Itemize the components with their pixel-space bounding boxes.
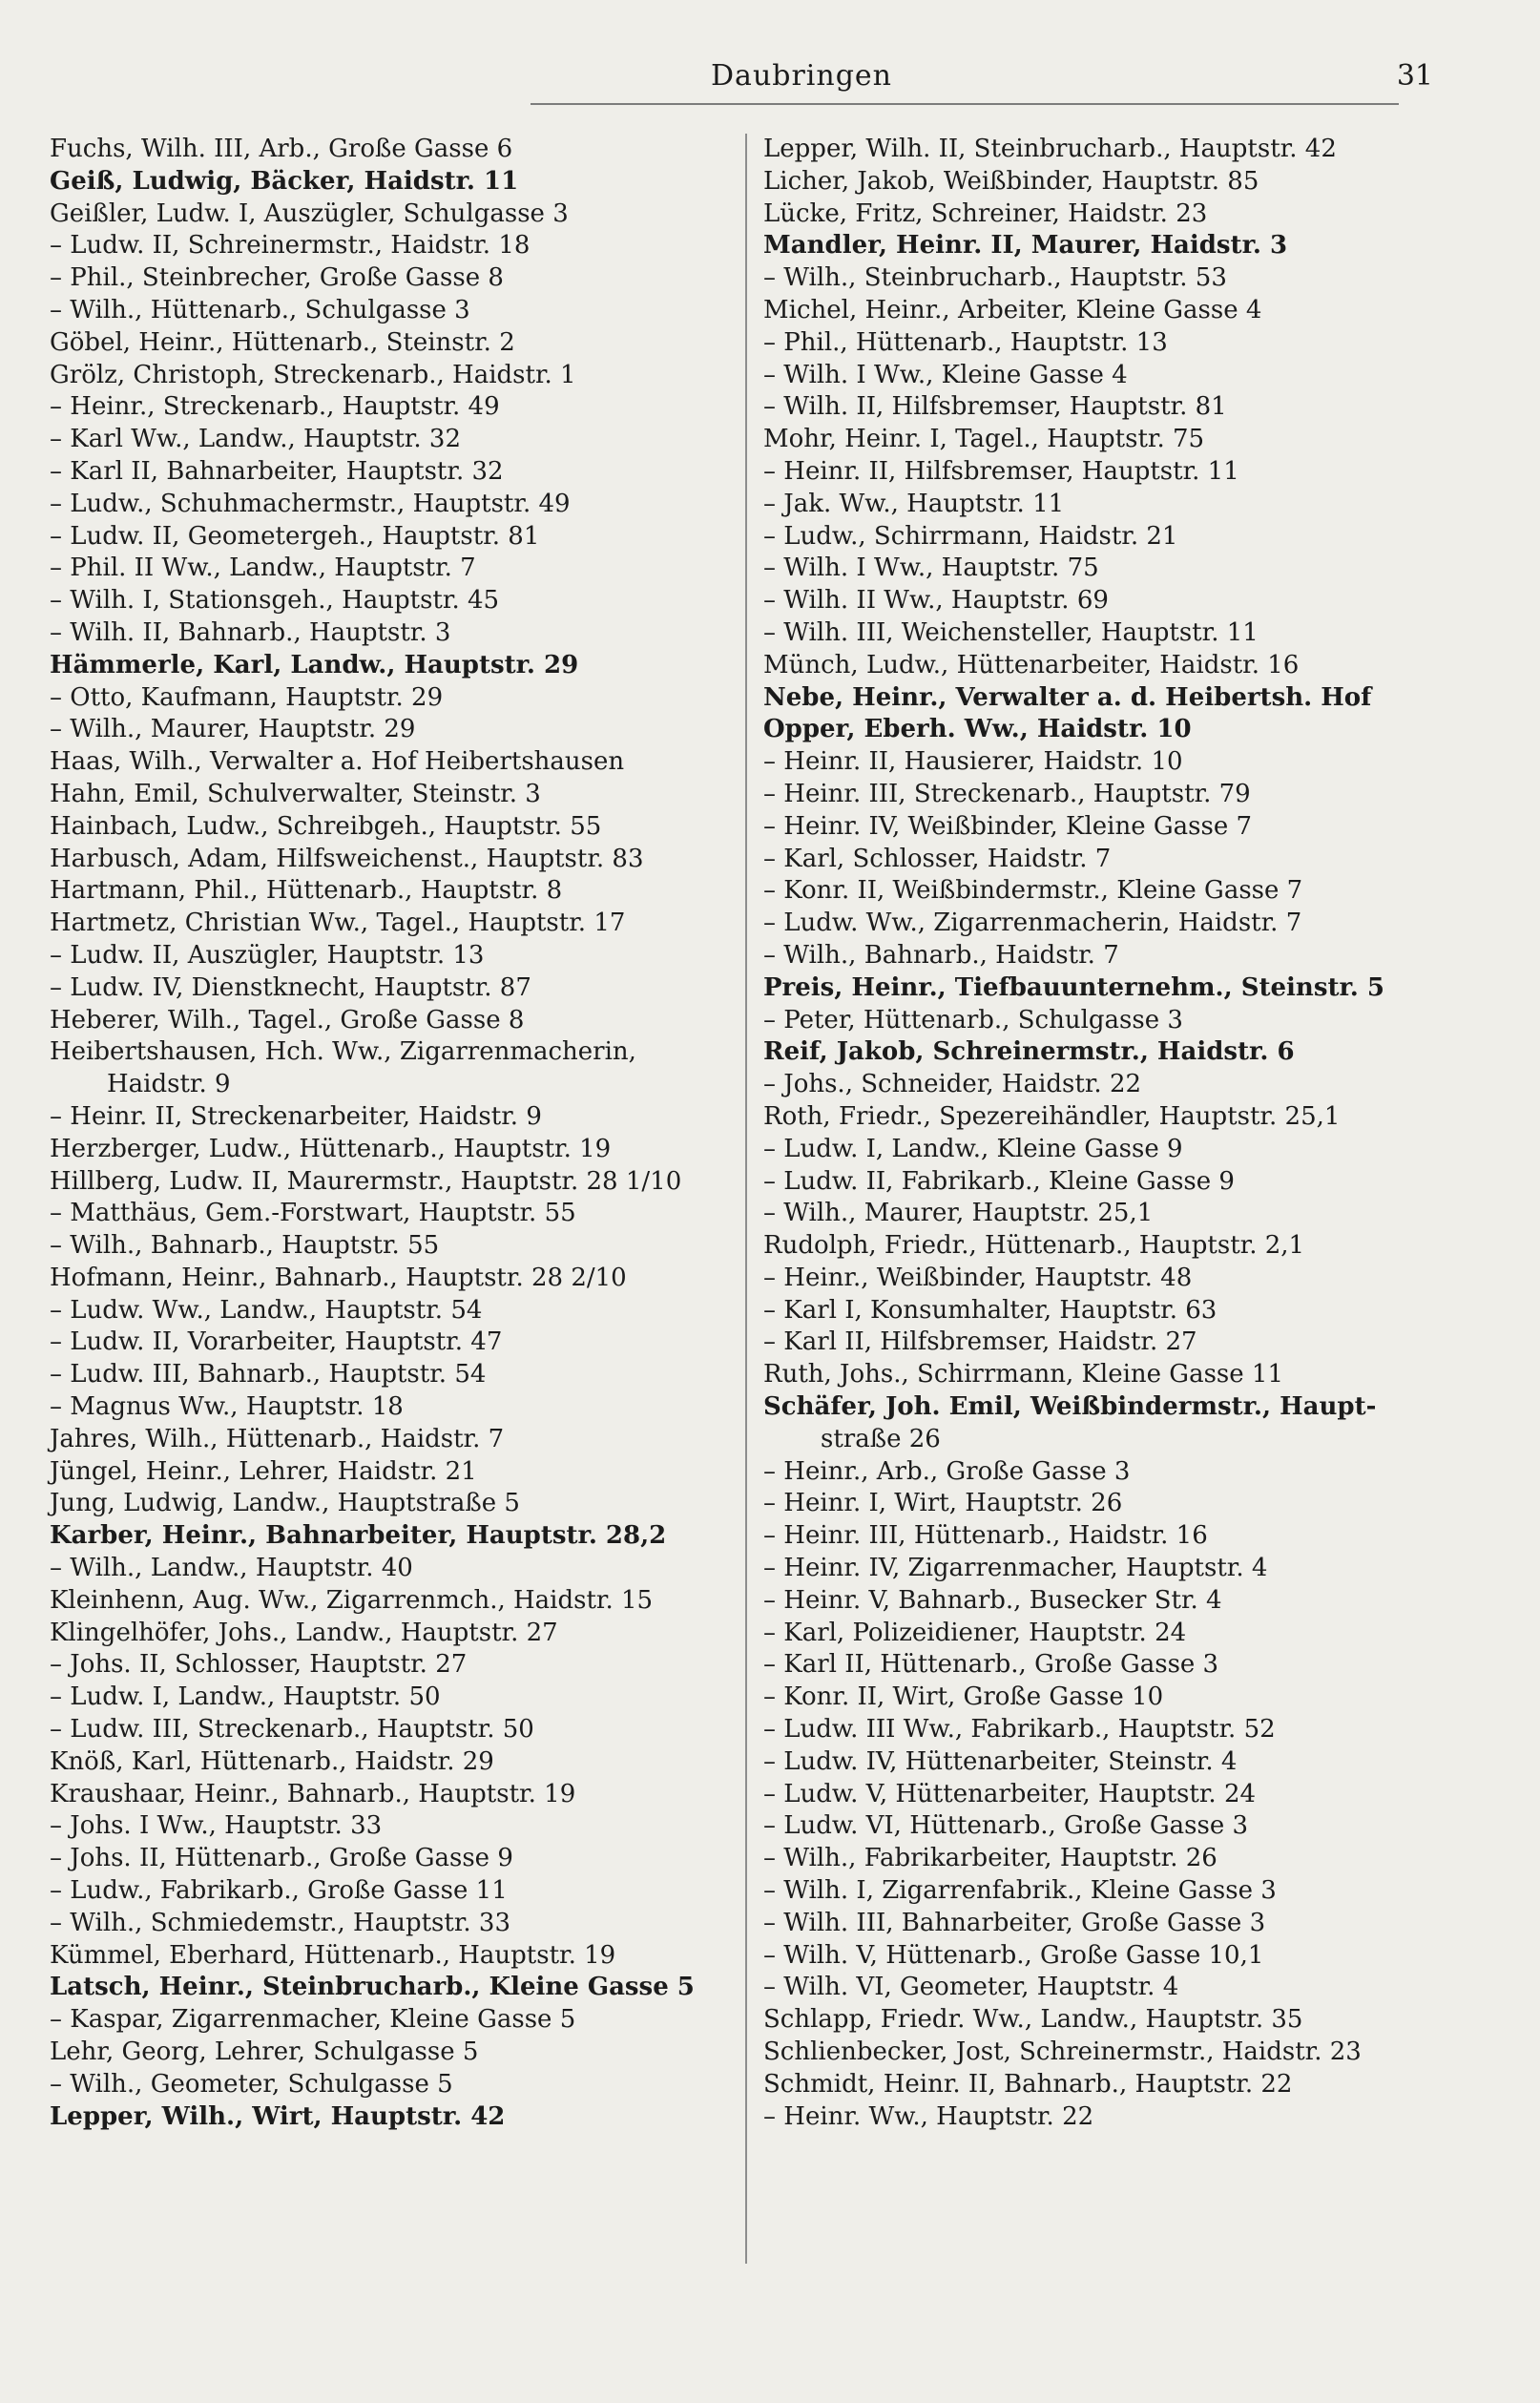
directory-entry: Hartmetz, Christian Ww., Tagel., Hauptstr. 17 bbox=[50, 909, 626, 938]
directory-entry: Lepper, Wilh. II, Steinbrucharb., Hauptstr. 42 bbox=[763, 135, 1337, 163]
directory-entry: Knöß, Karl, Hüttenarb., Haidstr. 29 bbox=[50, 1746, 494, 1776]
directory-entry: – Ludw. I, Landw., Kleine Gasse 9 bbox=[763, 1134, 1183, 1163]
directory-entry: – Heinr., Arb., Große Gasse 3 bbox=[763, 1456, 1131, 1486]
directory-entry: Karber, Heinr., Bahnarbeiter, Hauptstr. 28,2 bbox=[50, 1521, 667, 1551]
directory-entry: Preis, Heinr., Tiefbauunternehm., Steinstr. 5 bbox=[763, 972, 1384, 1002]
directory-entry: – Heinr. II, Hausierer, Haidstr. 10 bbox=[763, 747, 1183, 777]
directory-entry: – Ludw. II, Fabrikarb., Kleine Gasse 9 bbox=[763, 1166, 1235, 1196]
directory-entry: Hillberg, Ludw. II, Maurermstr., Hauptstr. 28 1/10 bbox=[50, 1166, 682, 1196]
directory-entry: Nebe, Heinr., Verwalter a. d. Heibertsh. Hof bbox=[763, 682, 1372, 712]
directory-entry: – Kaspar, Zigarrenmacher, Kleine Gasse 5 bbox=[50, 2005, 576, 2035]
directory-entry: – Ludw. III Ww., Fabrikarb., Hauptstr. 52 bbox=[763, 1715, 1276, 1745]
directory-entry: Hämmerle, Karl, Landw., Hauptstr. 29 bbox=[50, 650, 579, 679]
page-title: Daubringen bbox=[711, 59, 892, 93]
directory-entry: – Wilh. III, Bahnarbeiter, Große Gasse 3 bbox=[763, 1908, 1266, 1937]
left-column bbox=[50, 134, 770, 2133]
directory-entry: Hartmann, Phil., Hüttenarb., Hauptstr. 8 bbox=[50, 876, 563, 906]
directory-entry: Mohr, Heinr. I, Tagel., Hauptstr. 75 bbox=[763, 425, 1205, 454]
directory-entry: Kleinhenn, Aug. Ww., Zigarrenmch., Haidstr. 15 bbox=[50, 1585, 654, 1615]
directory-entry: – Heinr. IV, Zigarrenmacher, Hauptstr. 4 bbox=[763, 1554, 1268, 1583]
directory-entry: – Karl II, Hilfsbremser, Haidstr. 27 bbox=[763, 1327, 1197, 1357]
directory-entry: Göbel, Heinr., Hüttenarb., Steinstr. 2 bbox=[50, 327, 515, 357]
directory-entry: Mandler, Heinr. II, Maurer, Haidstr. 3 bbox=[763, 231, 1288, 261]
directory-entry: – Wilh., Geometer, Schulgasse 5 bbox=[50, 2069, 453, 2099]
directory-entry: straße 26 bbox=[821, 1424, 941, 1453]
directory-entry: – Konr. II, Weißbindermstr., Kleine Gasse 7 bbox=[763, 876, 1303, 906]
page-number: 31 bbox=[1396, 59, 1433, 93]
directory-entry: – Ludw. V, Hüttenarbeiter, Hauptstr. 24 bbox=[763, 1779, 1257, 1808]
directory-entry: Rudolph, Friedr., Hüttenarb., Hauptstr. 2,1 bbox=[763, 1231, 1305, 1261]
column-divider bbox=[745, 134, 747, 2264]
directory-entry: – Karl I, Konsumhalter, Hauptstr. 63 bbox=[763, 1295, 1217, 1325]
directory-entry: – Phil. II Ww., Landw., Hauptstr. 7 bbox=[50, 554, 476, 583]
directory-entry: Geiß, Ludwig, Bäcker, Haidstr. 11 bbox=[50, 166, 519, 196]
directory-entry: Heibertshausen, Hch. Ww., Zigarrenmacherin, bbox=[50, 1037, 636, 1067]
directory-entry: – Wilh., Schmiedemstr., Hauptstr. 33 bbox=[50, 1908, 511, 1937]
directory-entry: – Peter, Hüttenarb., Schulgasse 3 bbox=[763, 1005, 1183, 1034]
right-column bbox=[763, 134, 1488, 2133]
directory-entry: – Wilh., Maurer, Hauptstr. 29 bbox=[50, 715, 416, 744]
directory-entry: – Wilh. VI, Geometer, Hauptstr. 4 bbox=[763, 1973, 1179, 2002]
directory-entry: – Phil., Steinbrecher, Große Gasse 8 bbox=[50, 263, 504, 293]
directory-entry: Michel, Heinr., Arbeiter, Kleine Gasse 4 bbox=[763, 295, 1262, 324]
directory-entry: – Ludw. Ww., Landw., Hauptstr. 54 bbox=[50, 1295, 483, 1325]
directory-entry: – Ludw. I, Landw., Hauptstr. 50 bbox=[50, 1682, 441, 1712]
directory-entry: Fuchs, Wilh. III, Arb., Große Gasse 6 bbox=[50, 135, 513, 163]
directory-entry: Schäfer, Joh. Emil, Weißbindermstr., Haupt- bbox=[763, 1392, 1377, 1422]
directory-entry: Latsch, Heinr., Steinbrucharb., Kleine Gasse 5 bbox=[50, 1973, 695, 2002]
directory-entry: – Magnus Ww., Hauptstr. 18 bbox=[50, 1392, 404, 1422]
directory-entry: – Wilh. V, Hüttenarb., Große Gasse 10,1 bbox=[763, 1940, 1264, 1970]
directory-entry: – Heinr., Weißbinder, Hauptstr. 48 bbox=[763, 1263, 1193, 1292]
directory-entry: Haas, Wilh., Verwalter a. Hof Heibertshausen bbox=[50, 747, 625, 777]
directory-entry: Hainbach, Ludw., Schreibgeh., Hauptstr. 55 bbox=[50, 811, 602, 841]
directory-entry: – Ludw., Fabrikarb., Große Gasse 11 bbox=[50, 1876, 508, 1906]
directory-entry: – Heinr. Ww., Hauptstr. 22 bbox=[763, 2101, 1094, 2131]
directory-entry: – Ludw. III, Streckenarb., Hauptstr. 50 bbox=[50, 1715, 534, 1745]
directory-entry: Licher, Jakob, Weißbinder, Hauptstr. 85 bbox=[763, 166, 1259, 196]
directory-entry: – Ludw. II, Auszügler, Hauptstr. 13 bbox=[50, 940, 485, 970]
directory-entry: Schmidt, Heinr. II, Bahnarb., Hauptstr. 22 bbox=[763, 2069, 1293, 2099]
directory-entry: Lepper, Wilh., Wirt, Hauptstr. 42 bbox=[50, 2101, 506, 2131]
directory-entry: Schlapp, Friedr. Ww., Landw., Hauptstr. 35 bbox=[763, 2005, 1303, 2035]
directory-entry: – Karl Ww., Landw., Hauptstr. 32 bbox=[50, 425, 461, 454]
directory-entry: Grölz, Christoph, Streckenarb., Haidstr. 1 bbox=[50, 360, 576, 389]
page-header bbox=[0, 59, 1540, 107]
directory-entry: Hahn, Emil, Schulverwalter, Steinstr. 3 bbox=[50, 779, 541, 808]
directory-entry: – Wilh. III, Weichensteller, Hauptstr. 11 bbox=[763, 617, 1259, 647]
directory-entry: – Heinr. II, Streckenarbeiter, Haidstr. 9 bbox=[50, 1101, 542, 1131]
directory-entry: Klingelhöfer, Johs., Landw., Hauptstr. 27 bbox=[50, 1618, 558, 1647]
directory-entry: – Ludw. II, Geometergeh., Hauptstr. 81 bbox=[50, 521, 540, 551]
directory-entry: – Karl, Schlosser, Haidstr. 7 bbox=[763, 844, 1112, 873]
directory-entry: – Heinr. III, Streckenarb., Hauptstr. 79 bbox=[763, 779, 1251, 808]
directory-entry: Hofmann, Heinr., Bahnarb., Hauptstr. 28 2/10 bbox=[50, 1263, 627, 1292]
directory-entry: – Johs. II, Schlosser, Hauptstr. 27 bbox=[50, 1650, 468, 1680]
directory-entry: – Heinr. I, Wirt, Hauptstr. 26 bbox=[763, 1489, 1123, 1518]
directory-entry: Haidstr. 9 bbox=[107, 1070, 231, 1099]
directory-entry: – Heinr., Streckenarb., Hauptstr. 49 bbox=[50, 392, 500, 422]
directory-entry: – Konr. II, Wirt, Große Gasse 10 bbox=[763, 1682, 1164, 1712]
directory-entry: Lücke, Fritz, Schreiner, Haidstr. 23 bbox=[763, 199, 1208, 228]
directory-entry: – Wilh. I Ww., Kleine Gasse 4 bbox=[763, 360, 1128, 389]
directory-entry: – Wilh., Fabrikarbeiter, Hauptstr. 26 bbox=[763, 1844, 1217, 1873]
directory-entry: – Wilh. II, Bahnarb., Hauptstr. 3 bbox=[50, 617, 451, 647]
directory-entry: – Wilh. II Ww., Hauptstr. 69 bbox=[763, 586, 1109, 616]
directory-entry: – Heinr. II, Hilfsbremser, Hauptstr. 11 bbox=[763, 456, 1239, 486]
directory-entry: – Wilh., Bahnarb., Hauptstr. 55 bbox=[50, 1231, 440, 1261]
directory-entry: – Ludw. VI, Hüttenarb., Große Gasse 3 bbox=[763, 1811, 1249, 1841]
directory-entry: Kümmel, Eberhard, Hüttenarb., Hauptstr. 19 bbox=[50, 1940, 616, 1970]
directory-entry: – Ludw. II, Schreinermstr., Haidstr. 18 bbox=[50, 231, 531, 261]
directory-entry: – Ludw. IV, Hüttenarbeiter, Steinstr. 4 bbox=[763, 1746, 1238, 1776]
directory-entry: Herzberger, Ludw., Hüttenarb., Hauptstr. 19 bbox=[50, 1134, 612, 1163]
directory-entry: Reif, Jakob, Schreinermstr., Haidstr. 6 bbox=[763, 1037, 1295, 1067]
directory-entry: – Ludw., Schirrmann, Haidstr. 21 bbox=[763, 521, 1178, 551]
directory-entry: – Otto, Kaufmann, Hauptstr. 29 bbox=[50, 682, 444, 712]
directory-entry: – Karl II, Bahnarbeiter, Hauptstr. 32 bbox=[50, 456, 504, 486]
directory-entry: Harbusch, Adam, Hilfsweichenst., Hauptstr. 83 bbox=[50, 844, 644, 873]
directory-entry: – Wilh., Bahnarb., Haidstr. 7 bbox=[763, 940, 1119, 970]
header-rule bbox=[531, 103, 1399, 105]
directory-entry: – Heinr. V, Bahnarb., Busecker Str. 4 bbox=[763, 1585, 1222, 1615]
directory-entry: – Ludw. Ww., Zigarrenmacherin, Haidstr. 7 bbox=[763, 909, 1302, 938]
directory-entry: Ruth, Johs., Schirrmann, Kleine Gasse 11 bbox=[763, 1360, 1283, 1390]
directory-entry: – Wilh., Maurer, Hauptstr. 25,1 bbox=[763, 1199, 1154, 1228]
directory-entry: Opper, Eberh. Ww., Haidstr. 10 bbox=[763, 715, 1192, 744]
directory-entry: – Wilh. I Ww., Hauptstr. 75 bbox=[763, 554, 1099, 583]
directory-entry: – Wilh. I, Zigarrenfabrik., Kleine Gasse 3 bbox=[763, 1876, 1277, 1906]
directory-entry: Roth, Friedr., Spezereihändler, Hauptstr. 25,1 bbox=[763, 1101, 1341, 1131]
directory-entry: Schlienbecker, Jost, Schreinermstr., Haidstr. 23 bbox=[763, 2037, 1362, 2067]
directory-entry: – Wilh. II, Hilfsbremser, Hauptstr. 81 bbox=[763, 392, 1227, 422]
directory-entry: – Wilh. I, Stationsgeh., Hauptstr. 45 bbox=[50, 586, 500, 616]
directory-entry: Jung, Ludwig, Landw., Hauptstraße 5 bbox=[50, 1489, 520, 1518]
directory-entry: – Matthäus, Gem.-Forstwart, Hauptstr. 55 bbox=[50, 1199, 576, 1228]
directory-entry: Kraushaar, Heinr., Bahnarb., Hauptstr. 19 bbox=[50, 1779, 576, 1808]
directory-entry: – Ludw. II, Vorarbeiter, Hauptstr. 47 bbox=[50, 1327, 503, 1357]
directory-entry: – Karl II, Hüttenarb., Große Gasse 3 bbox=[763, 1650, 1219, 1680]
directory-entry: – Johs. I Ww., Hauptstr. 33 bbox=[50, 1811, 383, 1841]
directory-entry: Heberer, Wilh., Tagel., Große Gasse 8 bbox=[50, 1005, 525, 1034]
directory-entry: – Ludw., Schuhmachermstr., Hauptstr. 49 bbox=[50, 489, 571, 518]
directory-entry: – Phil., Hüttenarb., Hauptstr. 13 bbox=[763, 327, 1168, 357]
directory-entry: Lehr, Georg, Lehrer, Schulgasse 5 bbox=[50, 2037, 479, 2067]
directory-entry: – Ludw. III, Bahnarb., Hauptstr. 54 bbox=[50, 1360, 487, 1390]
directory-entry: Jüngel, Heinr., Lehrer, Haidstr. 21 bbox=[50, 1456, 477, 1486]
directory-entry: Geißler, Ludw. I, Auszügler, Schulgasse 3 bbox=[50, 199, 569, 228]
directory-entry: – Karl, Polizeidiener, Hauptstr. 24 bbox=[763, 1618, 1187, 1647]
directory-entry: – Wilh., Hüttenarb., Schulgasse 3 bbox=[50, 295, 470, 324]
directory-entry: Münch, Ludw., Hüttenarbeiter, Haidstr. 16 bbox=[763, 650, 1300, 679]
directory-entry: – Johs. II, Hüttenarb., Große Gasse 9 bbox=[50, 1844, 513, 1873]
directory-entry: – Ludw. IV, Dienstknecht, Hauptstr. 87 bbox=[50, 972, 531, 1002]
directory-entry: – Wilh., Steinbrucharb., Hauptstr. 53 bbox=[763, 263, 1227, 293]
directory-entry: – Heinr. IV, Weißbinder, Kleine Gasse 7 bbox=[763, 811, 1253, 841]
directory-entry: Jahres, Wilh., Hüttenarb., Haidstr. 7 bbox=[50, 1424, 505, 1453]
directory-entry: – Johs., Schneider, Haidstr. 22 bbox=[763, 1070, 1142, 1099]
directory-entry: – Jak. Ww., Hauptstr. 11 bbox=[763, 489, 1065, 518]
directory-entry: – Wilh., Landw., Hauptstr. 40 bbox=[50, 1554, 413, 1583]
directory-entry: – Heinr. III, Hüttenarb., Haidstr. 16 bbox=[763, 1521, 1208, 1551]
